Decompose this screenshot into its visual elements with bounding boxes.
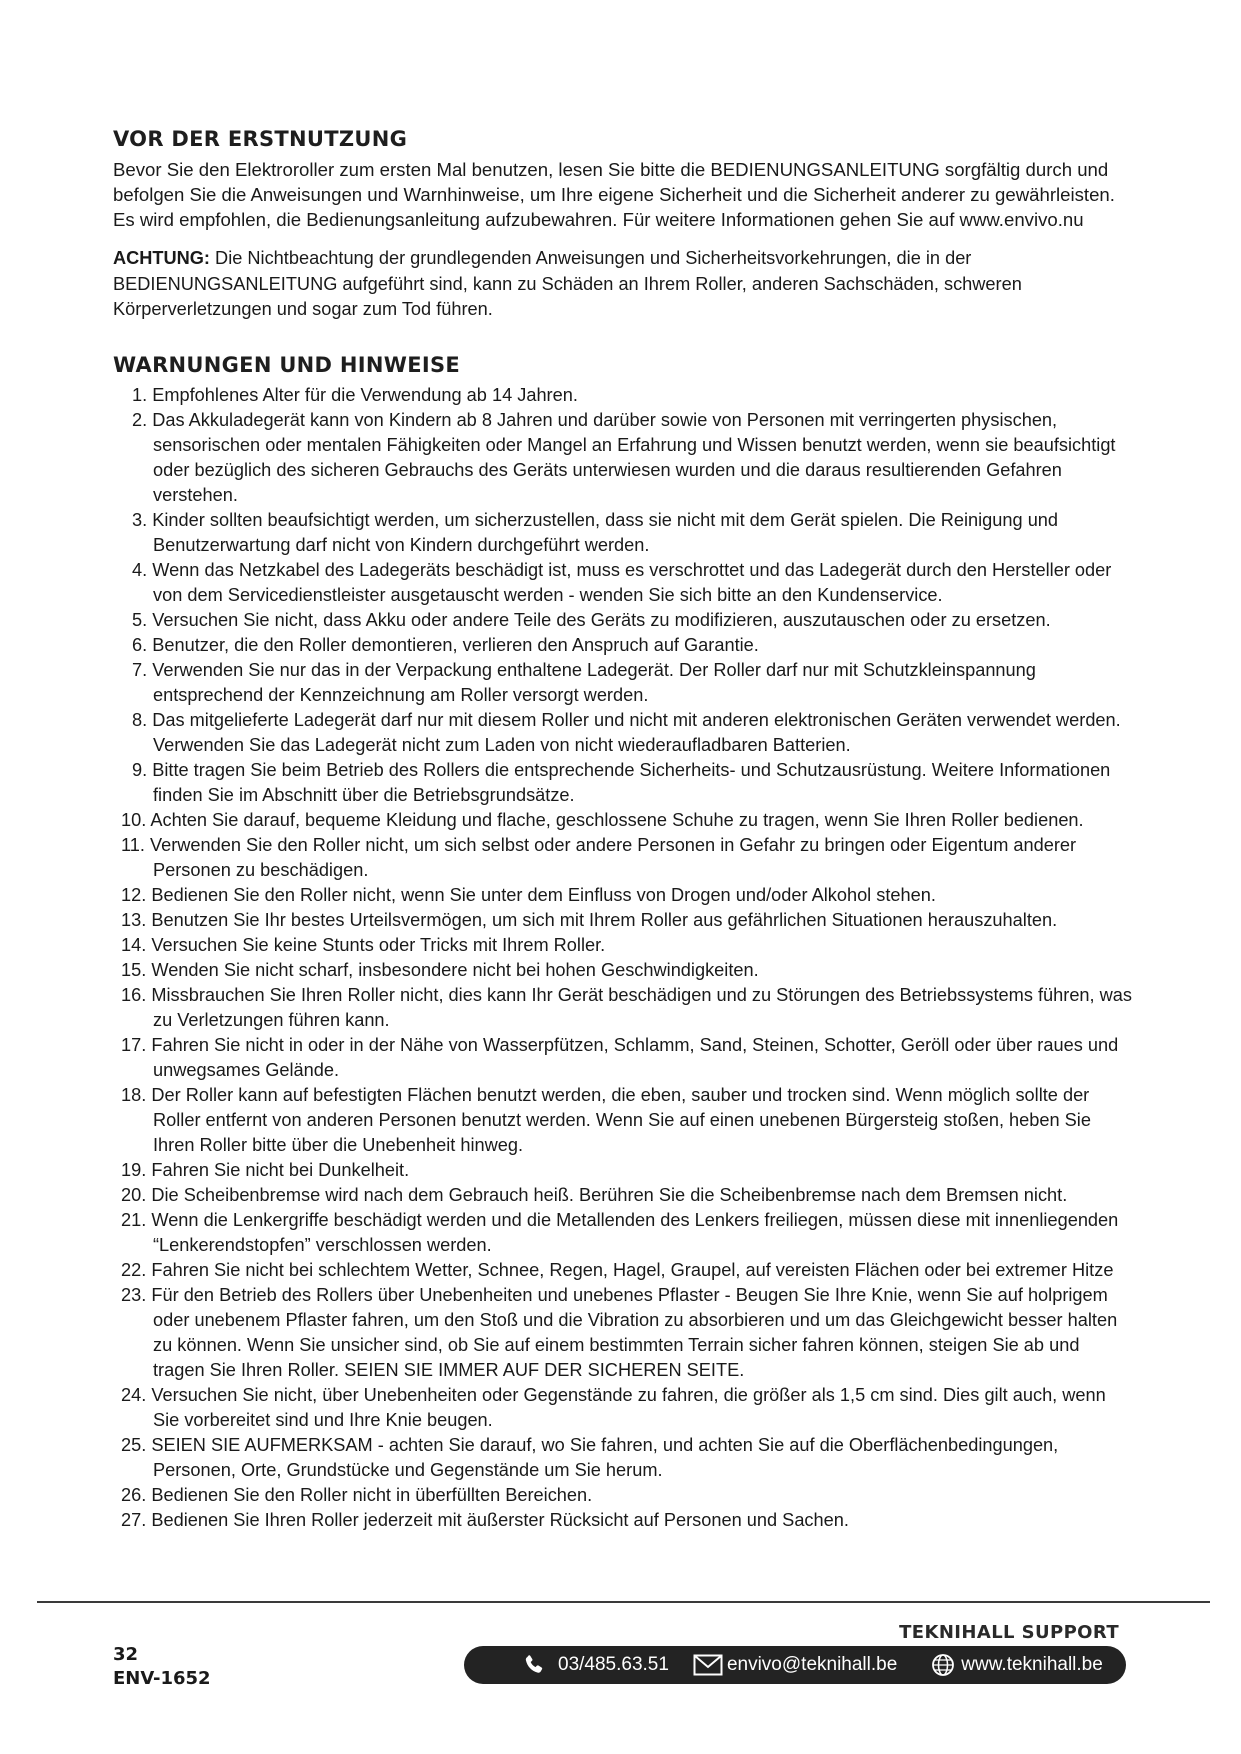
warning-item xyxy=(113,658,1133,708)
item-number: 5. xyxy=(132,609,148,630)
item-text: Der Roller kann auf befestigten Flächen benutzt werden, die eben, sauber und trocken sind. Wenn möglich sollte der Roller entfernt von anderen Personen benutzt werden. Wenn Sie auf einen unebenen Bürgersteig stoßen, heben Sie Ihren Roller bitte über die Unebenheit hinweg. xyxy=(151,1084,1091,1155)
item-text: Bedienen Sie den Roller nicht in überfüllten Bereichen. xyxy=(151,1484,593,1505)
section-before-first-use xyxy=(113,127,1133,323)
item-text: Das Akkuladegerät kann von Kindern ab 8 Jahren und darüber sowie von Personen mit verringerten physischen, sensorischen oder mentalen Fähigkeiten oder Mangel an Erfahrung und Wissen benutzt werden, wenn sie beaufsichtigt oder bezüglich des sicheren Gebrauchs des Geräts unterwiesen wurden und die daraus resultierenden Gefahren verstehen. xyxy=(152,409,1116,505)
item-number: 1. xyxy=(132,384,148,405)
warning-paragraph xyxy=(113,246,1133,323)
section-title: WARNUNGEN UND HINWEISE xyxy=(113,352,461,377)
warning-item xyxy=(113,1158,1133,1183)
warning-item xyxy=(113,1383,1133,1433)
item-number: 25. xyxy=(121,1434,147,1455)
warning-item xyxy=(113,608,1133,633)
item-text: Verwenden Sie nur das in der Verpackung enthaltene Ladegerät. Der Roller darf nur mit Schutzkleinspannung entsprechend der Kennzeichnung am Roller versorgt werden. xyxy=(152,659,1036,705)
support-contact-bar xyxy=(464,1646,1126,1684)
item-text: Das mitgelieferte Ladegerät darf nur mit diesem Roller und nicht mit anderen elektronischen Geräten verwendet werden. Verwenden Sie das Ladegerät nicht zum Laden von nicht wiederaufladbaren Batterien. xyxy=(152,709,1121,755)
item-text: Bedienen Sie Ihren Roller jederzeit mit äußerster Rücksicht auf Personen und Sachen. xyxy=(151,1509,849,1530)
item-number: 11. xyxy=(121,834,145,855)
warning-item xyxy=(113,708,1133,758)
item-number: 23. xyxy=(121,1284,147,1305)
item-number: 16. xyxy=(121,984,147,1005)
support-title: TEKNIHALL SUPPORT xyxy=(899,1622,1119,1643)
warning-item xyxy=(113,1083,1133,1158)
item-text: Versuchen Sie nicht, dass Akku oder andere Teile des Geräts zu modifizieren, auszutauschen oder zu ersetzen. xyxy=(152,609,1051,630)
item-number: 27. xyxy=(121,1509,147,1530)
item-number: 14. xyxy=(121,934,147,955)
item-text: SEIEN SIE AUFMERKSAM - achten Sie darauf, wo Sie fahren, und achten Sie auf die Oberflächenbedingungen, Personen, Orte, Grundstücke und Gegenstände um Sie herum. xyxy=(151,1434,1059,1480)
warning-item xyxy=(113,383,1133,408)
item-text: Die Scheibenbremse wird nach dem Gebrauch heiß. Berühren Sie die Scheibenbremse nach dem Bremsen nicht. xyxy=(151,1184,1068,1205)
item-text: Fahren Sie nicht bei Dunkelheit. xyxy=(151,1159,410,1180)
support-email[interactable] xyxy=(693,1654,897,1676)
item-text: Achten Sie darauf, bequeme Kleidung und flache, geschlossene Schuhe zu tragen, wenn Sie Ihren Roller bedienen. xyxy=(150,809,1084,830)
item-number: 26. xyxy=(121,1484,147,1505)
item-text: Fahren Sie nicht bei schlechtem Wetter, Schnee, Regen, Hagel, Graupel, auf vereisten Flächen oder bei extremer Hitze xyxy=(151,1259,1114,1280)
document-page xyxy=(113,127,1133,1533)
item-number: 6. xyxy=(132,634,148,655)
warning-item xyxy=(113,1283,1133,1383)
warning-item xyxy=(113,1508,1133,1533)
warning-item xyxy=(113,808,1133,833)
phone-number: 03/485.63.51 xyxy=(558,1654,669,1675)
item-number: 7. xyxy=(132,659,148,680)
warning-item xyxy=(113,758,1133,808)
support-website[interactable] xyxy=(931,1653,1103,1677)
item-text: Benutzer, die den Roller demontieren, verlieren den Anspruch auf Garantie. xyxy=(152,634,759,655)
warning-item xyxy=(113,958,1133,983)
item-text: Benutzen Sie Ihr bestes Urteilsvermögen, um sich mit Ihrem Roller aus gefährlichen Situationen herauszuhalten. xyxy=(151,909,1058,930)
warning-item xyxy=(113,908,1133,933)
item-number: 21. xyxy=(121,1209,147,1230)
item-text: Bitte tragen Sie beim Betrieb des Rollers die entsprechende Sicherheits- und Schutzausrüstung. Weitere Informationen finden Sie im Abschnitt über die Betriebsgrundsätze. xyxy=(152,759,1111,805)
item-number: 2. xyxy=(132,409,148,430)
item-text: Missbrauchen Sie Ihren Roller nicht, dies kann Ihr Gerät beschädigen und zu Störungen des Betriebssystems führen, was zu Verletzungen führen kann. xyxy=(151,984,1132,1030)
item-number: 4. xyxy=(132,559,148,580)
footer-page-info xyxy=(113,1643,211,1691)
item-text: Versuchen Sie keine Stunts oder Tricks mit Ihrem Roller. xyxy=(151,934,606,955)
warning-item xyxy=(113,983,1133,1033)
item-number: 19. xyxy=(121,1159,147,1180)
item-number: 15. xyxy=(121,959,147,980)
item-number: 8. xyxy=(132,709,148,730)
warning-item xyxy=(113,408,1133,508)
item-text: Wenn die Lenkergriffe beschädigt werden und die Metallenden des Lenkers freiliegen, müssen diese mit innenliegenden “Lenkerendstopfen” verschlossen werden. xyxy=(151,1209,1119,1255)
item-text: Wenden Sie nicht scharf, insbesondere nicht bei hohen Geschwindigkeiten. xyxy=(151,959,759,980)
warning-item xyxy=(113,1033,1133,1083)
warning-label: ACHTUNG: xyxy=(113,248,210,268)
support-phone[interactable] xyxy=(522,1653,669,1677)
warnings-list xyxy=(113,383,1133,1533)
warning-item xyxy=(113,833,1133,883)
warning-item xyxy=(113,1183,1133,1208)
item-number: 13. xyxy=(121,909,147,930)
item-number: 9. xyxy=(132,759,148,780)
warning-item xyxy=(113,633,1133,658)
item-number: 18. xyxy=(121,1084,147,1105)
warning-item xyxy=(113,1258,1133,1283)
item-number: 12. xyxy=(121,884,147,905)
item-text: Bedienen Sie den Roller nicht, wenn Sie unter dem Einfluss von Drogen und/oder Alkohol stehen. xyxy=(151,884,936,905)
item-text: Wenn das Netzkabel des Ladegeräts beschädigt ist, muss es verschrottet und das Ladegerät durch den Hersteller oder von dem Servicedienstleister ausgetauscht werden - wenden Sie sich bitte an den Kundenservice. xyxy=(152,559,1112,605)
phone-icon xyxy=(522,1653,546,1677)
item-text: Für den Betrieb des Rollers über Unebenheiten und unebenes Pflaster - Beugen Sie Ihre Knie, wenn Sie auf holprigem oder unebenem Pflaster fahren, um den Stoß und die Vibration zu absorbieren und um das Gleichgewicht besser halten zu können. Wenn Sie unsicher sind, ob Sie auf einem bestimmten Terrain sicher fahren können, steigen Sie ab und tragen Sie Ihren Roller. SEIEN SIE IMMER AUF DER SICHEREN SEITE. xyxy=(151,1284,1118,1380)
warning-item xyxy=(113,1433,1133,1483)
intro-paragraph: Bevor Sie den Elektroroller zum ersten Mal benutzen, lesen Sie bitte die BEDIENUNGSANLEITUNG sorgfältig durch und befolgen Sie die Anweisungen und Warnhinweise, um Ihre eigene Sicherheit und die Sicherheit anderer zu gewährleisten. Es wird empfohlen, die Bedienungsanleitung aufzubewahren. Für weitere Informationen gehen Sie auf www.envivo.nu xyxy=(113,159,1115,230)
item-text: Empfohlenes Alter für die Verwendung ab 14 Jahren. xyxy=(152,384,578,405)
email-address: envivo@teknihall.be xyxy=(726,1654,898,1675)
item-text: Versuchen Sie nicht, über Unebenheiten oder Gegenstände zu fahren, die größer als 1,5 cm sind. Dies gilt auch, wenn Sie vorbereitet sind und Ihre Knie beugen. xyxy=(151,1384,1106,1430)
item-number: 10. xyxy=(121,809,147,830)
website-url: www.teknihall.be xyxy=(961,1654,1103,1675)
section-title: VOR DER ERSTNUTZUNG xyxy=(113,127,408,151)
item-number: 3. xyxy=(132,509,148,530)
warning-item xyxy=(113,508,1133,558)
item-number: 20. xyxy=(121,1184,147,1205)
warning-item xyxy=(113,1483,1133,1508)
item-text: Verwenden Sie den Roller nicht, um sich selbst oder andere Personen in Gefahr zu bringen oder Eigentum anderer Personen zu beschädigen. xyxy=(150,834,1077,880)
item-number: 24. xyxy=(121,1384,147,1405)
footer-divider xyxy=(37,1601,1210,1603)
page-number: 32 xyxy=(113,1644,139,1665)
warning-item xyxy=(113,1208,1133,1258)
globe-icon xyxy=(931,1653,955,1677)
item-number: 17. xyxy=(121,1034,147,1055)
warning-item xyxy=(113,883,1133,908)
warning-text: Die Nichtbeachtung der grundlegenden Anweisungen und Sicherheitsvorkehrungen, die in der BEDIENUNGSANLEITUNG aufgeführt sind, kann zu Schäden an Ihrem Roller, anderen Sachschäden, schweren Körperverletzungen und sogar zum Tod führen. xyxy=(113,248,1022,319)
section-warnings xyxy=(113,353,1133,1533)
item-text: Kinder sollten beaufsichtigt werden, um sicherzustellen, dass sie nicht mit dem Gerät spielen. Die Reinigung und Benutzerwartung darf nicht von Kindern durchgeführt werden. xyxy=(152,509,1059,555)
warning-item xyxy=(113,933,1133,958)
warning-item xyxy=(113,558,1133,608)
model-number: ENV-1652 xyxy=(113,1668,211,1689)
item-number: 22. xyxy=(121,1259,147,1280)
item-text: Fahren Sie nicht in oder in der Nähe von Wasserpfützen, Schlamm, Sand, Steinen, Schotter, Geröll oder über raues und unwegsames Gelände. xyxy=(151,1034,1119,1080)
envelope-icon xyxy=(693,1654,723,1676)
